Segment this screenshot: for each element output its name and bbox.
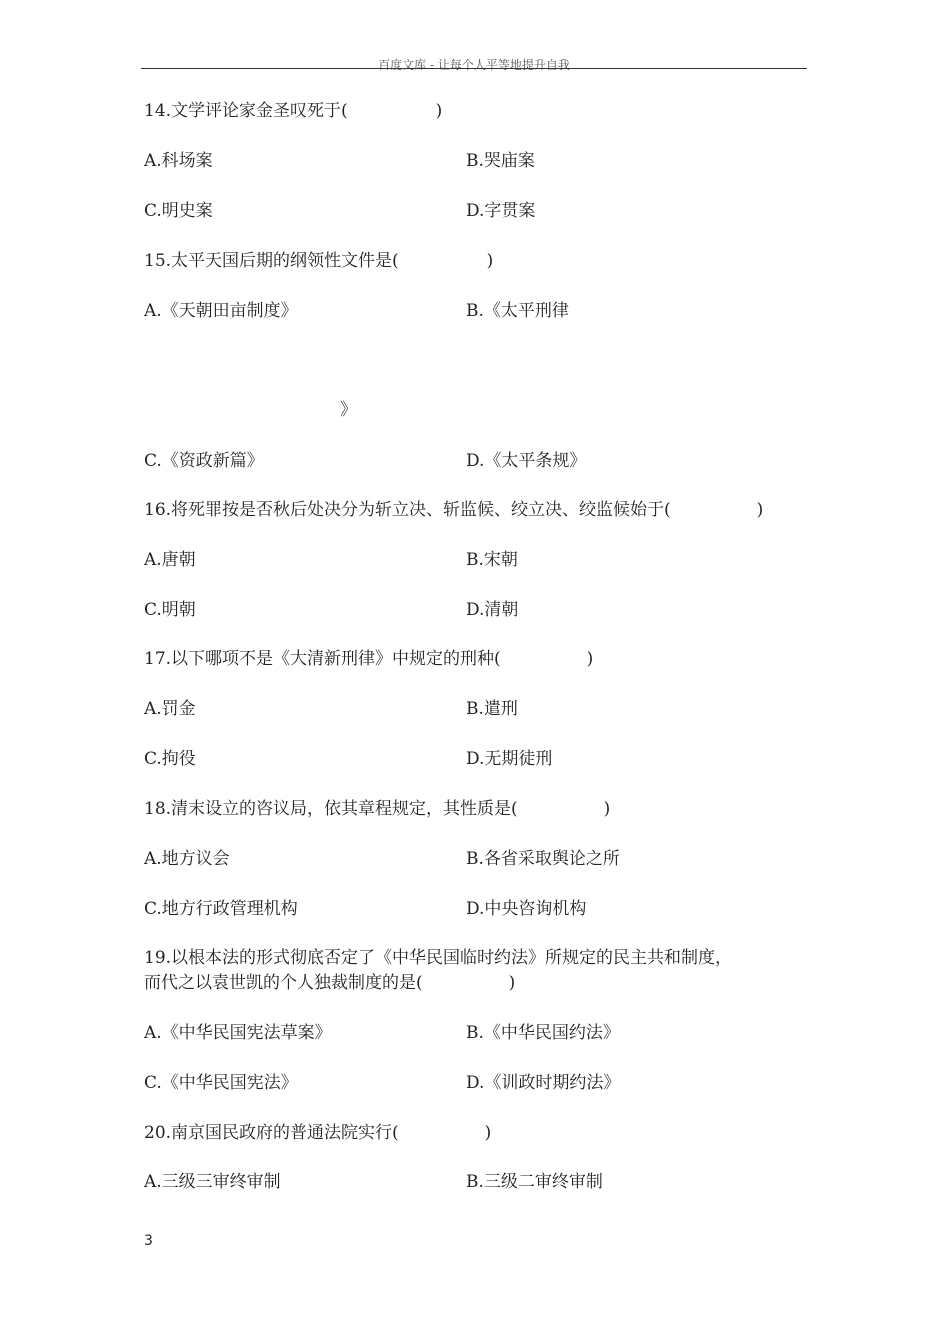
- question-15-option-d: D.《太平条规》: [466, 451, 587, 471]
- question-20-option-b: B.三级二审终审制: [466, 1172, 603, 1192]
- question-15-stem: 15.太平天国后期的纲领性文件是( ): [144, 251, 494, 271]
- question-20-option-a: A.三级三审终审制: [144, 1172, 281, 1192]
- question-18-stem: 18.清末设立的咨议局，依其章程规定，其性质是( ): [144, 799, 611, 819]
- header-divider: [141, 68, 807, 69]
- question-17-option-d: D.无期徒刑: [466, 749, 553, 769]
- question-15-option-b-tail: 》: [340, 400, 357, 420]
- question-14-option-a: A.科场案: [144, 151, 213, 171]
- question-19-stem-line1: 19.以根本法的形式彻底否定了《中华民国临时约法》所规定的民主共和制度，: [144, 948, 733, 968]
- question-16-option-c: C.明朝: [144, 600, 196, 620]
- question-19-option-c: C.《中华民国宪法》: [144, 1073, 298, 1093]
- question-19-option-b: B.《中华民国约法》: [466, 1023, 620, 1043]
- question-17-option-a: A.罚金: [144, 699, 196, 719]
- question-14-option-b: B.哭庙案: [466, 151, 535, 171]
- question-14-option-c: C.明史案: [144, 201, 213, 221]
- question-19-option-d: D.《训政时期约法》: [466, 1073, 621, 1093]
- question-15-option-a: A.《天朝田亩制度》: [144, 301, 298, 321]
- question-17-option-b: B.遣刑: [466, 699, 518, 719]
- question-16-option-a: A.唐朝: [144, 550, 196, 570]
- question-18-option-a: A.地方议会: [144, 849, 230, 869]
- page-number: 3: [144, 1233, 153, 1249]
- question-18-option-b: B.各省采取舆论之所: [466, 849, 620, 869]
- question-14-stem: 14.文学评论家金圣叹死于( ): [144, 101, 443, 121]
- question-20-stem: 20.南京国民政府的普通法院实行( ): [144, 1123, 492, 1143]
- question-17-option-c: C.拘役: [144, 749, 196, 769]
- question-16-option-b: B.宋朝: [466, 550, 518, 570]
- question-18-option-d: D.中央咨询机构: [466, 899, 587, 919]
- question-15-option-b: B.《太平刑律: [466, 301, 569, 321]
- question-16-option-d: D.清朝: [466, 600, 519, 620]
- question-18-option-c: C.地方行政管理机构: [144, 899, 298, 919]
- question-19-option-a: A.《中华民国宪法草案》: [144, 1023, 332, 1043]
- question-16-stem: 16.将死罪按是否秋后处决分为斩立决、斩监候、绞立决、绞监候始于( ): [144, 500, 764, 520]
- question-17-stem: 17.以下哪项不是《大清新刑律》中规定的刑种( ): [144, 649, 594, 669]
- page-header: 百度文库 - 让每个人平等地提升自我: [378, 58, 570, 72]
- question-19-stem-line2: 而代之以袁世凯的个人独裁制度的是( ): [144, 973, 516, 993]
- question-15-option-c: C.《资政新篇》: [144, 451, 264, 471]
- question-14-option-d: D.字贯案: [466, 201, 536, 221]
